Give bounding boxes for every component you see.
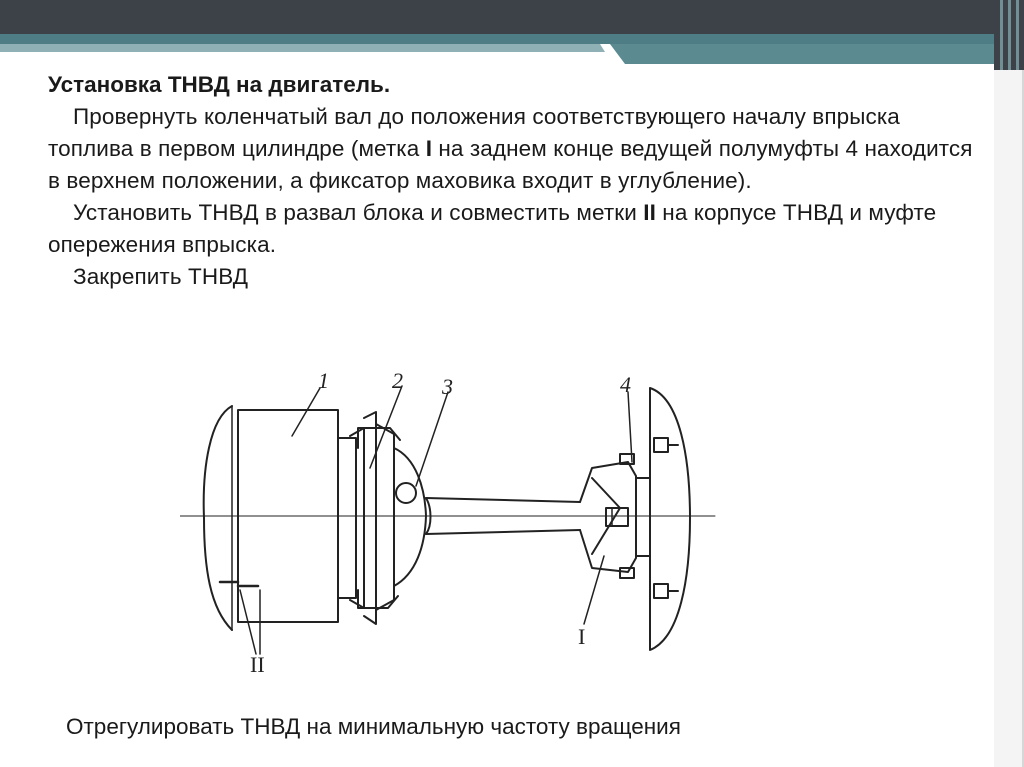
drive-shaft bbox=[426, 498, 580, 502]
callout-2: 2 bbox=[392, 368, 403, 393]
callout-3: 3 bbox=[442, 374, 453, 399]
advance-coupling bbox=[338, 438, 356, 598]
mark-ii-label: II bbox=[643, 200, 656, 225]
callout-1: 1 bbox=[318, 368, 329, 393]
header-band-teal bbox=[0, 34, 1024, 44]
header-band-dark bbox=[0, 0, 1024, 34]
header-band-light bbox=[0, 44, 605, 52]
flywheel-flange bbox=[650, 388, 690, 650]
mark-i-label: I bbox=[425, 136, 433, 161]
mark-i: I bbox=[578, 624, 586, 649]
paragraph-3: Закрепить ТНВД bbox=[73, 264, 249, 289]
header-band-accent bbox=[610, 44, 1024, 64]
slide-body bbox=[48, 68, 988, 293]
engine-wall-left bbox=[204, 406, 232, 630]
pump-drive-drawing bbox=[180, 358, 720, 683]
callout-4: 4 bbox=[620, 372, 631, 397]
paragraph-1: Провернуть коленчатый вал до положения соответствующего началу впрыска топлива в первом цилиндре (метка I на заднем конце ведущей полумуфты 4 находится в верхнем положении, а фиксатор маховика входит в углубление). bbox=[48, 104, 973, 193]
slide-title: Установка ТНВД на двигатель. bbox=[48, 72, 391, 97]
paragraph-2: Установить ТНВД в развал блока и совместить метки II на корпусе ТНВД и муфте опережения впрыска. bbox=[48, 200, 937, 257]
right-edge-strip bbox=[994, 0, 1024, 767]
mark-ii: II bbox=[250, 652, 265, 677]
slide-caption: Отрегулировать ТНВД на минимальную частоту вращения bbox=[66, 714, 681, 739]
header-band bbox=[0, 0, 1024, 70]
